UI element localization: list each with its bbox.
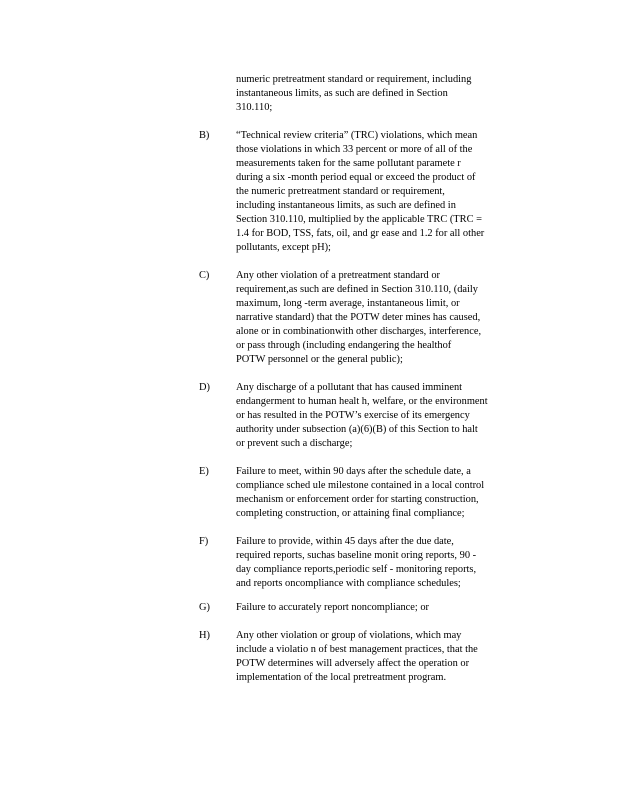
item-h-line: include a violatio n of best management practices, that the [236,644,478,655]
item-b-line: 1.4 for BOD, TSS, fats, oil, and gr ease and 1.2 for all other [236,228,485,239]
item-f-line: and reports oncompliance with compliance schedules; [236,578,461,589]
item-c-line: requirement,as such are defined in Section 310.110, (daily [236,284,478,295]
item-b-line: “Technical review criteria” (TRC) violations, which mean [236,130,478,141]
item-b-line: those violations in which 33 percent or more of all of the [236,144,473,155]
item-d-line: or has resulted in the POTW’s exercise of its emergency [236,410,470,421]
item-h-line: POTW determines will adversely affect the operation or [236,658,470,669]
item-g-line: Failure to accurately report noncompliance; or [236,602,430,613]
item-c-line: Any other violation of a pretreatment standard or [236,270,440,281]
item-label-c: C) [199,270,210,281]
item-d-line: endangerment to human healt h, welfare, or the environment [236,396,488,407]
item-b-line: Section 310.110, multiplied by the applicable TRC (TRC = [236,214,482,225]
item-b-line: including instantaneous limits, as such are defined in [236,200,456,211]
item-b-line: during a six -month period equal or exceed the product of [236,172,476,183]
item-label-d: D) [199,382,210,393]
item-h-line: Any other violation or group of violations, which may [236,630,462,641]
item-e-line: Failure to meet, within 90 days after the schedule date, a [236,466,471,477]
item-d-line: authority under subsection (a)(6)(B) of this Section to halt [236,424,478,435]
intro-line: instantaneous limits, as such are defined in Section [236,88,448,99]
item-label-e: E) [199,466,209,477]
item-f-line: day compliance reports,periodic self - monitoring reports, [236,564,477,575]
item-e-line: completing construction, or attaining final compliance; [236,508,465,519]
item-b-line: measurements taken for the same pollutant paramete r [236,158,461,169]
item-label-g: G) [199,602,210,613]
intro-line: numeric pretreatment standard or requirement, including [236,74,472,85]
item-label-f: F) [199,536,209,547]
item-c-line: narrative standard) that the POTW deter mines has caused, [236,312,481,323]
item-e-line: compliance sched ule milestone contained in a local control [236,480,485,491]
item-f-line: Failure to provide, within 45 days after the due date, [236,536,454,547]
item-label-b: B) [199,130,210,141]
item-e-line: mechanism or enforcement order for starting construction, [236,494,479,505]
item-b-line: pollutants, except pH); [236,242,331,253]
item-c-line: POTW personnel or the general public); [236,354,403,365]
item-label-h: H) [199,630,210,641]
item-d-line: or prevent such a discharge; [236,438,353,449]
intro-line: 310.110; [236,102,273,113]
item-c-line: alone or in combinationwith other discharges, interference, [236,326,482,337]
item-d-line: Any discharge of a pollutant that has caused imminent [236,382,463,393]
item-c-line: maximum, long -term average, instantaneous limit, or [236,298,460,309]
item-b-line: the numeric pretreatment standard or requirement, [236,186,445,197]
item-h-line: implementation of the local pretreatment program. [236,672,447,683]
item-c-line: or pass through (including endangering the healthof [236,340,452,351]
item-f-line: required reports, suchas baseline monit oring reports, 90 - [236,550,477,561]
